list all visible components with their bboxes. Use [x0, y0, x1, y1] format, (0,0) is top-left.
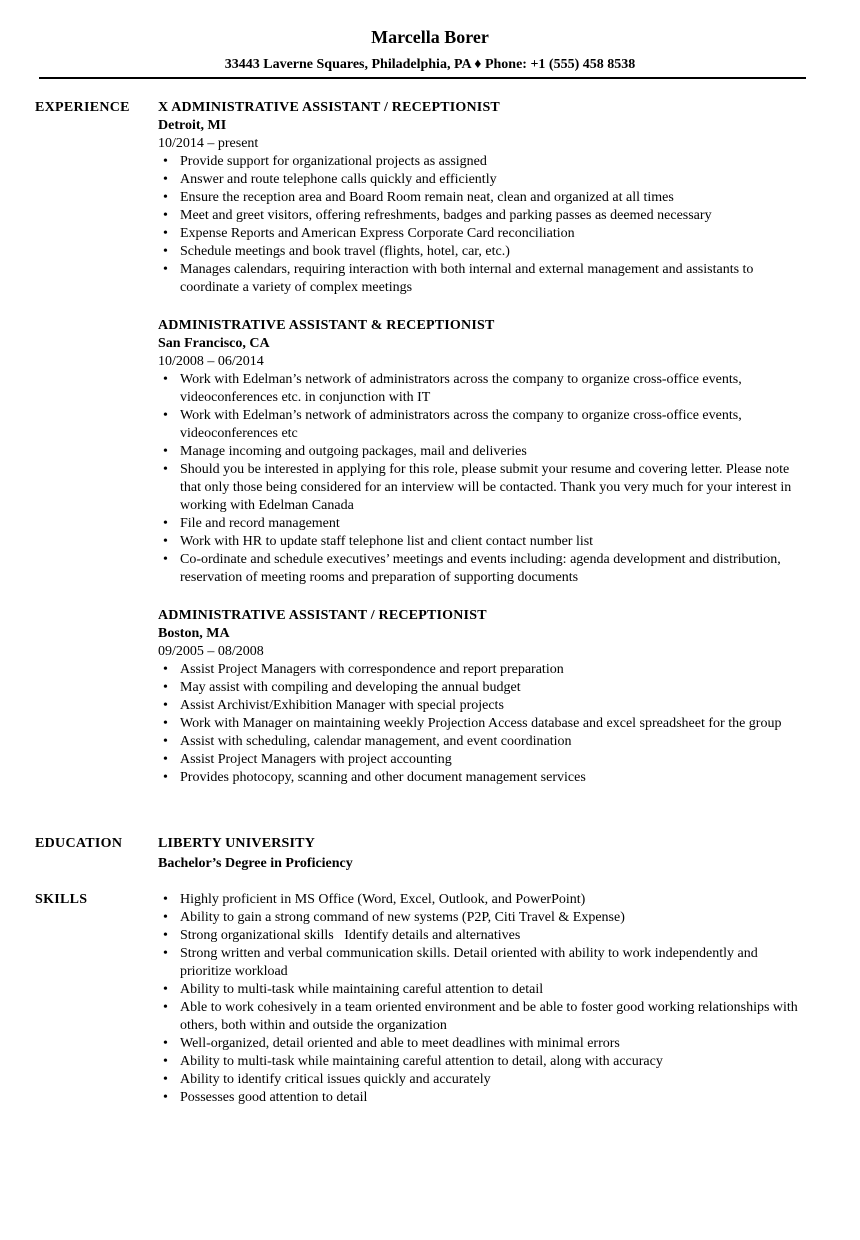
list-item: • Ability to multi-task while maintaining careful attention to detail, along with accuracy	[158, 1053, 808, 1071]
experience-list	[158, 99, 808, 807]
job-location: Boston, MA	[158, 626, 230, 641]
job-dates: 10/2008 – 06/2014	[158, 354, 264, 369]
job-dates: 09/2005 – 08/2008	[158, 644, 264, 659]
list-item: • Provide support for organizational projects as assigned	[158, 153, 808, 171]
list-item: • Highly proficient in MS Office (Word, Excel, Outlook, and PowerPoint)	[158, 891, 808, 909]
job-duties	[158, 661, 808, 787]
list-item: • Assist Project Managers with project accounting	[158, 751, 808, 769]
skills-list	[158, 891, 808, 1107]
section-label-skills: SKILLS	[35, 892, 88, 907]
resume-header	[0, 26, 860, 74]
list-item: • Work with Manager on maintaining weekly Projection Access database and excel spreadsheet for the group	[158, 715, 808, 733]
job-location: San Francisco, CA	[158, 336, 270, 351]
job-title: ADMINISTRATIVE ASSISTANT / RECEPTIONIST	[158, 608, 487, 623]
job-title: X ADMINISTRATIVE ASSISTANT / RECEPTIONIST	[158, 100, 500, 115]
list-item: • Assist Archivist/Exhibition Manager with special projects	[158, 697, 808, 715]
job-entry	[158, 607, 808, 787]
job-dates: 10/2014 – present	[158, 136, 259, 151]
list-item: • Strong organizational skills Identify details and alternatives	[158, 927, 808, 945]
list-item: • Work with Edelman’s network of administrators across the company to organize cross-office events, videoconferences etc	[158, 407, 808, 443]
list-item: • Expense Reports and American Express Corporate Card reconciliation	[158, 225, 808, 243]
job-duties	[158, 153, 808, 297]
list-item: • Ability to gain a strong command of new systems (P2P, Citi Travel & Expense)	[158, 909, 808, 927]
list-item: • Strong written and verbal communication skills. Detail oriented with ability to work independently and prioritize workload	[158, 945, 808, 981]
list-item: • Assist Project Managers with correspondence and report preparation	[158, 661, 808, 679]
list-item: • Co-ordinate and schedule executives’ meetings and events including: agenda development and distribution, reservation of meeting rooms and preparation of supporting documents	[158, 551, 808, 587]
list-item: • Able to work cohesively in a team oriented environment and be able to foster good working relationships with others, both within and outside the organization	[158, 999, 808, 1035]
list-item: • Assist with scheduling, calendar management, and event coordination	[158, 733, 808, 751]
degree-name: Bachelor’s Degree in Proficiency	[158, 856, 353, 871]
list-item: • File and record management	[158, 515, 808, 533]
list-item: • Well-organized, detail oriented and able to meet deadlines with minimal errors	[158, 1035, 808, 1053]
header-divider	[39, 77, 806, 79]
skills-entry	[158, 891, 808, 1107]
list-item: • Answer and route telephone calls quickly and efficiently	[158, 171, 808, 189]
list-item: • Work with HR to update staff telephone list and client contact number list	[158, 533, 808, 551]
education-entry	[158, 835, 808, 873]
job-entry	[158, 99, 808, 297]
list-item: • Possesses good attention to detail	[158, 1089, 808, 1107]
list-item: • Work with Edelman’s network of administrators across the company to organize cross-office events, videoconferences etc. in conjunction with IT	[158, 371, 808, 407]
job-title: ADMINISTRATIVE ASSISTANT & RECEPTIONIST	[158, 318, 495, 333]
job-location: Detroit, MI	[158, 118, 227, 133]
job-duties	[158, 371, 808, 587]
list-item: • Manages calendars, requiring interaction with both internal and external management and assistants to coordinate a variety of complex meetings	[158, 261, 808, 297]
list-item: • Ability to multi-task while maintaining careful attention to detail	[158, 981, 808, 999]
list-item: • Should you be interested in applying for this role, please submit your resume and covering letter. Please note that only those being considered for an interview will be contacted. Thank you very much for your interest in working with Edelman Canada	[158, 461, 808, 515]
list-item: • Provides photocopy, scanning and other document management services	[158, 769, 808, 787]
school-name: LIBERTY UNIVERSITY	[158, 836, 316, 851]
list-item: • Meet and greet visitors, offering refreshments, badges and parking passes as deemed necessary	[158, 207, 808, 225]
list-item: • May assist with compiling and developing the annual budget	[158, 679, 808, 697]
section-label-education: EDUCATION	[35, 836, 123, 851]
list-item: • Manage incoming and outgoing packages, mail and deliveries	[158, 443, 808, 461]
list-item: • Ability to identify critical issues quickly and accurately	[158, 1071, 808, 1089]
list-item: • Schedule meetings and book travel (flights, hotel, car, etc.)	[158, 243, 808, 261]
candidate-name: Marcella Borer	[371, 27, 489, 47]
job-entry	[158, 317, 808, 587]
section-label-experience: EXPERIENCE	[35, 100, 130, 115]
list-item: • Ensure the reception area and Board Room remain neat, clean and organized at all times	[158, 189, 808, 207]
contact-line: 33443 Laverne Squares, Philadelphia, PA ♦ Phone: +1 (555) 458 8538	[224, 57, 636, 72]
